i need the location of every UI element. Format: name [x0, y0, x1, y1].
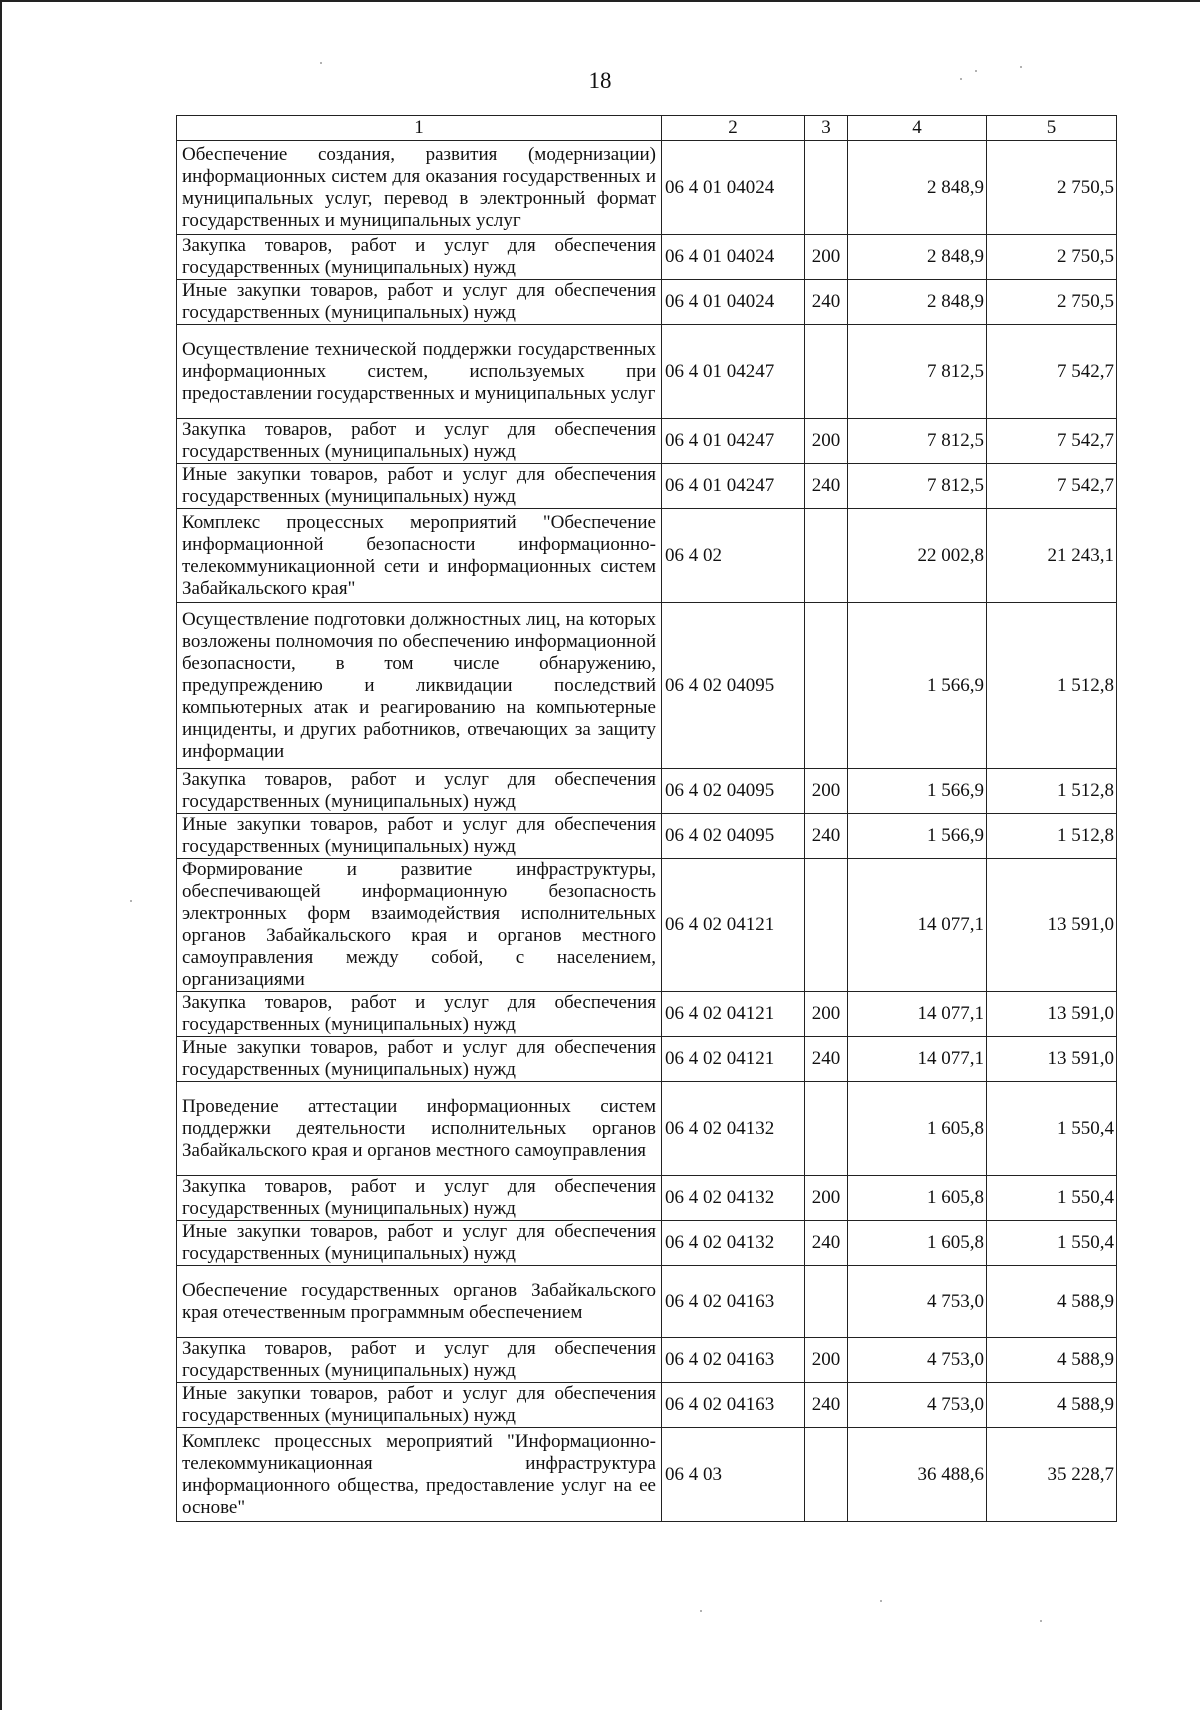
row-sum-2025-cell: 13 591,0: [987, 1037, 1117, 1082]
table-row: [177, 1428, 1117, 1522]
scan-border-left: [0, 0, 2, 1710]
header-col-2: 2: [662, 116, 805, 141]
table-row: [177, 1338, 1117, 1383]
row-expense-type-cell: 200: [805, 1176, 848, 1221]
row-sum-2024-cell: 36 488,6: [848, 1428, 987, 1522]
row-expense-type-cell: 240: [805, 464, 848, 509]
row-expense-type-cell: [805, 141, 848, 235]
row-sum-2024-cell: 1 566,9: [848, 603, 987, 769]
row-sum-2024-cell: 2 848,9: [848, 141, 987, 235]
scan-speck: [880, 1600, 882, 1602]
scan-speck: [975, 70, 977, 72]
row-sum-2025-cell: 2 750,5: [987, 235, 1117, 280]
row-sum-2025-cell: 21 243,1: [987, 509, 1117, 603]
table-row: [177, 280, 1117, 325]
row-expense-type-cell: [805, 1082, 848, 1176]
row-code-cell: 06 4 02: [662, 509, 805, 603]
row-expense-type-cell: 200: [805, 419, 848, 464]
row-code-cell: 06 4 03: [662, 1428, 805, 1522]
table-header-row: [177, 116, 1117, 141]
header-col-1: 1: [177, 116, 662, 141]
row-expense-type-cell: 200: [805, 1338, 848, 1383]
row-code-cell: 06 4 02 04095: [662, 769, 805, 814]
row-code-cell: 06 4 02 04095: [662, 603, 805, 769]
row-code-cell: 06 4 02 04132: [662, 1221, 805, 1266]
row-name-cell: Комплекс процессных мероприятий "Информационно-телекоммуникационная инфраструктура информационного общества, предоставление услуг на ее основе": [177, 1428, 662, 1522]
row-sum-2024-cell: 7 812,5: [848, 419, 987, 464]
table-row: [177, 603, 1117, 769]
row-expense-type-cell: [805, 509, 848, 603]
row-code-cell: 06 4 02 04163: [662, 1383, 805, 1428]
row-name-cell: Комплекс процессных мероприятий "Обеспечение информационной безопасности информационно-телекоммуникационной сети и информационных систем Забайкальского края": [177, 509, 662, 603]
table-row: [177, 1082, 1117, 1176]
row-name-cell: Иные закупки товаров, работ и услуг для обеспечения государственных (муниципальных) нужд: [177, 1221, 662, 1266]
row-name-cell: Закупка товаров, работ и услуг для обеспечения государственных (муниципальных) нужд: [177, 769, 662, 814]
row-sum-2024-cell: 1 566,9: [848, 769, 987, 814]
row-code-cell: 06 4 02 04163: [662, 1338, 805, 1383]
table-row: [177, 325, 1117, 419]
header-col-5: 5: [987, 116, 1117, 141]
row-code-cell: 06 4 01 04024: [662, 141, 805, 235]
row-name-cell: Проведение аттестации информационных систем поддержки деятельности исполнительных органов Забайкальского края и органов местного самоуправления: [177, 1082, 662, 1176]
row-sum-2025-cell: 1 550,4: [987, 1221, 1117, 1266]
table-row: [177, 141, 1117, 235]
row-code-cell: 06 4 02 04121: [662, 1037, 805, 1082]
row-sum-2024-cell: 4 753,0: [848, 1338, 987, 1383]
row-sum-2024-cell: 1 605,8: [848, 1082, 987, 1176]
row-sum-2025-cell: 1 512,8: [987, 769, 1117, 814]
page-number: 18: [588, 68, 612, 93]
scan-border-top: [0, 0, 1200, 2]
table-row: [177, 859, 1117, 992]
row-sum-2024-cell: 1 605,8: [848, 1176, 987, 1221]
row-sum-2025-cell: 2 750,5: [987, 280, 1117, 325]
table-row: [177, 1383, 1117, 1428]
table-row: [177, 464, 1117, 509]
row-sum-2025-cell: 4 588,9: [987, 1266, 1117, 1338]
row-sum-2025-cell: 35 228,7: [987, 1428, 1117, 1522]
row-sum-2025-cell: 2 750,5: [987, 141, 1117, 235]
row-name-cell: Закупка товаров, работ и услуг для обеспечения государственных (муниципальных) нужд: [177, 419, 662, 464]
row-name-cell: Закупка товаров, работ и услуг для обеспечения государственных (муниципальных) нужд: [177, 1176, 662, 1221]
row-code-cell: 06 4 02 04121: [662, 859, 805, 992]
row-sum-2024-cell: 4 753,0: [848, 1383, 987, 1428]
table-row: [177, 992, 1117, 1037]
row-sum-2025-cell: 7 542,7: [987, 419, 1117, 464]
row-code-cell: 06 4 01 04024: [662, 235, 805, 280]
row-sum-2024-cell: 22 002,8: [848, 509, 987, 603]
row-name-cell: Формирование и развитие инфраструктуры, обеспечивающей информационную безопасность электронных форм взаимодействия исполнительных органов Забайкальского края и органов местного самоуправления между собой, с населением, организациями: [177, 859, 662, 992]
row-code-cell: 06 4 02 04163: [662, 1266, 805, 1338]
row-name-cell: Закупка товаров, работ и услуг для обеспечения государственных (муниципальных) нужд: [177, 235, 662, 280]
header-col-3: 3: [805, 116, 848, 141]
row-sum-2025-cell: 4 588,9: [987, 1383, 1117, 1428]
table-row: [177, 1221, 1117, 1266]
row-name-cell: Осуществление технической поддержки государственных информационных систем, используемых при предоставлении государственных и муниципальных услуг: [177, 325, 662, 419]
row-sum-2025-cell: 1 512,8: [987, 814, 1117, 859]
row-expense-type-cell: [805, 325, 848, 419]
table-row: [177, 1037, 1117, 1082]
row-sum-2025-cell: 1 550,4: [987, 1082, 1117, 1176]
row-sum-2025-cell: 13 591,0: [987, 859, 1117, 992]
row-sum-2025-cell: 7 542,7: [987, 325, 1117, 419]
budget-table: [176, 115, 1117, 1522]
table-row: [177, 509, 1117, 603]
row-name-cell: Иные закупки товаров, работ и услуг для обеспечения государственных (муниципальных) нужд: [177, 814, 662, 859]
row-sum-2024-cell: 14 077,1: [848, 992, 987, 1037]
row-name-cell: Иные закупки товаров, работ и услуг для обеспечения государственных (муниципальных) нужд: [177, 1037, 662, 1082]
row-sum-2025-cell: 1 512,8: [987, 603, 1117, 769]
scan-speck: [960, 78, 962, 80]
row-sum-2025-cell: 7 542,7: [987, 464, 1117, 509]
scan-speck: [700, 1610, 702, 1612]
row-code-cell: 06 4 01 04247: [662, 464, 805, 509]
row-expense-type-cell: 200: [805, 235, 848, 280]
header-col-4: 4: [848, 116, 987, 141]
row-code-cell: 06 4 02 04095: [662, 814, 805, 859]
row-code-cell: 06 4 02 04132: [662, 1082, 805, 1176]
scan-speck: [1040, 1620, 1042, 1622]
row-code-cell: 06 4 02 04132: [662, 1176, 805, 1221]
row-sum-2025-cell: 13 591,0: [987, 992, 1117, 1037]
row-sum-2024-cell: 1 605,8: [848, 1221, 987, 1266]
row-name-cell: Иные закупки товаров, работ и услуг для обеспечения государственных (муниципальных) нужд: [177, 280, 662, 325]
row-name-cell: Закупка товаров, работ и услуг для обеспечения государственных (муниципальных) нужд: [177, 1338, 662, 1383]
scan-speck: [1020, 66, 1022, 68]
row-expense-type-cell: 240: [805, 1037, 848, 1082]
row-code-cell: 06 4 01 04247: [662, 325, 805, 419]
row-sum-2024-cell: 14 077,1: [848, 859, 987, 992]
row-sum-2024-cell: 7 812,5: [848, 325, 987, 419]
row-sum-2024-cell: 2 848,9: [848, 280, 987, 325]
table-row: [177, 235, 1117, 280]
row-expense-type-cell: [805, 1266, 848, 1338]
row-expense-type-cell: 240: [805, 1221, 848, 1266]
scan-speck: [130, 900, 132, 902]
row-name-cell: Иные закупки товаров, работ и услуг для обеспечения государственных (муниципальных) нужд: [177, 464, 662, 509]
row-expense-type-cell: [805, 603, 848, 769]
row-code-cell: 06 4 01 04024: [662, 280, 805, 325]
row-sum-2024-cell: 4 753,0: [848, 1266, 987, 1338]
row-expense-type-cell: 240: [805, 280, 848, 325]
row-expense-type-cell: [805, 859, 848, 992]
table-row: [177, 769, 1117, 814]
row-expense-type-cell: 240: [805, 814, 848, 859]
row-sum-2024-cell: 7 812,5: [848, 464, 987, 509]
row-sum-2024-cell: 1 566,9: [848, 814, 987, 859]
row-expense-type-cell: [805, 1428, 848, 1522]
row-expense-type-cell: 240: [805, 1383, 848, 1428]
row-sum-2024-cell: 2 848,9: [848, 235, 987, 280]
row-sum-2024-cell: 14 077,1: [848, 1037, 987, 1082]
row-name-cell: Обеспечение создания, развития (модернизации) информационных систем для оказания государственных и муниципальных услуг, перевод в электронный формат государственных и муниципальных услуг: [177, 141, 662, 235]
row-code-cell: 06 4 02 04121: [662, 992, 805, 1037]
row-name-cell: Осуществление подготовки должностных лиц, на которых возложены полномочия по обеспечению информационной безопасности, в том числе обнаружению, предупреждению и ликвидации последствий компьютерных атак и реагированию на компьютерные инциденты, и других работников, отвечающих за защиту информации: [177, 603, 662, 769]
row-name-cell: Обеспечение государственных органов Забайкальского края отечественным программным обеспечением: [177, 1266, 662, 1338]
row-expense-type-cell: 200: [805, 992, 848, 1037]
row-name-cell: Иные закупки товаров, работ и услуг для обеспечения государственных (муниципальных) нужд: [177, 1383, 662, 1428]
row-sum-2025-cell: 4 588,9: [987, 1338, 1117, 1383]
table-row: [177, 814, 1117, 859]
table-row: [177, 1266, 1117, 1338]
row-code-cell: 06 4 01 04247: [662, 419, 805, 464]
row-sum-2025-cell: 1 550,4: [987, 1176, 1117, 1221]
table-row: [177, 419, 1117, 464]
scan-speck: [320, 62, 322, 64]
row-name-cell: Закупка товаров, работ и услуг для обеспечения государственных (муниципальных) нужд: [177, 992, 662, 1037]
table-row: [177, 1176, 1117, 1221]
row-expense-type-cell: 200: [805, 769, 848, 814]
